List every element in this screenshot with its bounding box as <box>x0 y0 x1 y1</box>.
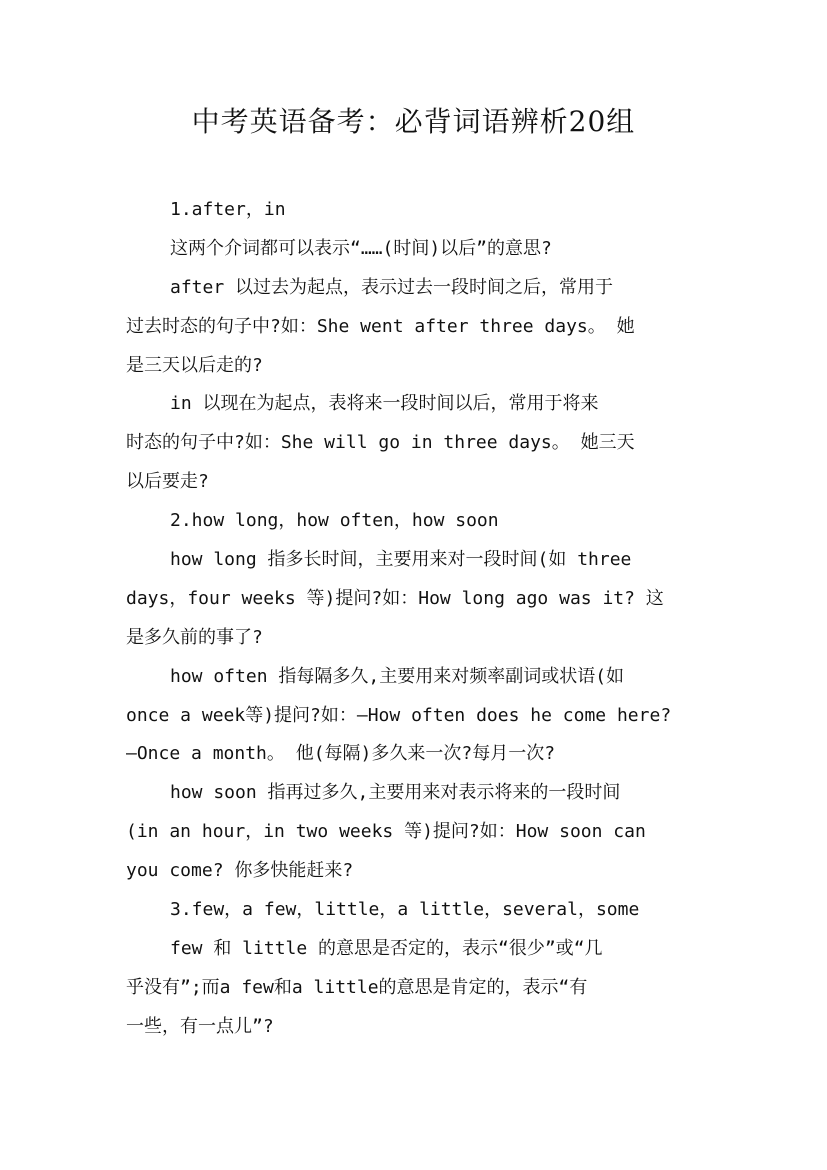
text-line: 以后要走? <box>126 471 209 493</box>
text-line: you come? 你多快能赶来? <box>126 860 354 882</box>
text-line: 是多久前的事了? <box>126 626 263 648</box>
text-line: in 以现在为起点，表将来一段时间以后，常用于将来 <box>170 393 599 415</box>
page-title: 中考英语备考：必背词语辨析20组 <box>191 105 636 138</box>
text-line: —Once a month。 他(每隔)多久来一次?每月一次? <box>126 743 556 765</box>
text-line: days，four weeks 等)提问?如：How long ago was it? 这 <box>126 587 664 609</box>
text-line: 一些，有一点儿”? <box>126 1015 274 1037</box>
text-line: 3.few，a few，little，a little，several，some <box>170 899 640 921</box>
text-line: 1.after，in <box>170 199 286 220</box>
text-line: 这两个介词都可以表示“……(时间)以后”的意思? <box>170 237 552 259</box>
text-line: 时态的句子中?如：She will go in three days。 她三天 <box>126 432 635 454</box>
text-line: 过去时态的句子中?如：She went after three days。 她 <box>126 315 635 337</box>
text-line: how long 指多长时间，主要用来对一段时间(如 three <box>170 549 632 571</box>
text-line: how soon 指再过多久,主要用来对表示将来的一段时间 <box>170 782 621 804</box>
text-line: after 以过去为起点，表示过去一段时间之后，常用于 <box>170 276 614 298</box>
document-body <box>126 191 706 1047</box>
text-line: 2.how long，how often，how soon <box>170 510 499 532</box>
text-line: few 和 little 的意思是否定的，表示“很少”或“几 <box>170 937 603 959</box>
text-line: how often 指每隔多久,主要用来对频率副词或状语(如 <box>170 665 625 687</box>
text-line: (in an hour，in two weeks 等)提问?如：How soon can <box>126 821 646 843</box>
text-line: 是三天以后走的? <box>126 354 263 376</box>
text-line: once a week等)提问?如：—How often does he come here? <box>126 704 672 726</box>
text-line: 乎没有”;而a few和a little的意思是肯定的，表示“有 <box>126 976 588 998</box>
